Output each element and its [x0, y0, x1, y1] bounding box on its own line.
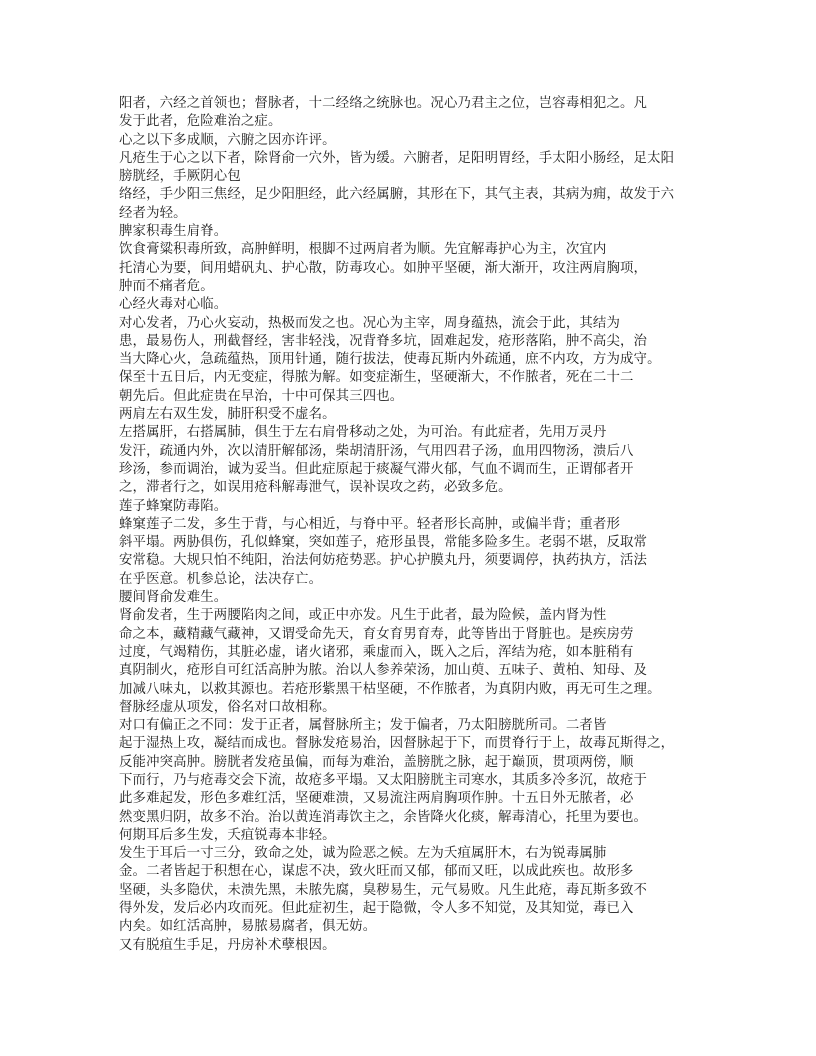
text-line: 患，最易伤人，刑截督经，害非轻浅，况背脊多坑，固难起发，疮形落陷，肿不高尖，治 — [119, 333, 648, 349]
text-line: 络经，手少阳三焦经，足少阳胆经，此六经属腑，其形在下，其气主表，其病为痈，故发于六 — [119, 187, 675, 203]
text-line: 起于湿热上攻，凝结而成也。督脉发疮易治，因督脉起于下，而贯脊行于上，故毒瓦斯得之， — [119, 736, 675, 752]
text-line: 此多难起发，形色多难红活，坚硬难溃，又易流注两肩胸项作肿。十五日外无脓者，必 — [119, 791, 634, 807]
text-line: 腰间肾俞发难生。 — [119, 590, 228, 606]
text-line: 心经火毒对心临。 — [119, 297, 228, 313]
text-line: 斜平塌。两胁俱伤，孔似蜂窠，突如莲子，疮形虽畏，常能多险多生。老弱不堪，反取常 — [119, 535, 648, 551]
text-line: 凡疮生于心之以下者，除肾俞一穴外，皆为缓。六腑者，足阳明胃经，手太阳小肠经，足太阳 — [119, 150, 675, 166]
text-line: 过度，气竭精伤，其脏必虚，诸火诸邪，乘虚而入，既入之后，浑结为疮，如本脏稍有 — [119, 644, 634, 660]
text-line: 发汗，疏通内外，次以清肝解郁汤，柴胡清肝汤，气用四君子汤，血用四物汤，溃后八 — [119, 443, 634, 459]
text-line: 发生于耳后一寸三分，致命之处，诚为险恶之候。左为夭疽属肝木，右为锐毒属肺 — [119, 846, 607, 862]
text-line: 在乎医意。机参总论，法决存亡。 — [119, 571, 323, 587]
text-line: 下而行，乃与疮毒交会下流，故疮多平塌。又太阳膀胱主司寒水，其质多冷多沉，故疮于 — [119, 772, 648, 788]
text-line: 之，滞者行之，如误用疮科解毒泄气，误补误攻之药，必致多危。 — [119, 480, 512, 496]
text-line: 内矣。如红活高肿，易脓易腐者，俱无妨。 — [119, 919, 377, 935]
text-line: 督脉经虚从项发，俗名对口故相称。 — [119, 699, 336, 715]
text-line: 对心发者，乃心火妄动，热极而发之也。况心为主宰，周身蕴热，流会于此，其结为 — [119, 315, 621, 331]
text-line: 发于此者，危险难治之症。 — [119, 114, 282, 130]
text-line: 两肩左右双生发，肺肝积受不虚名。 — [119, 407, 336, 423]
text-line: 何期耳后多生发，夭疽锐毒本非轻。 — [119, 827, 336, 843]
text-line: 加减八味丸，以救其源也。若疮形紫黑干枯坚硬，不作脓者，为真阴内败，再无可生之理。 — [119, 681, 661, 697]
text-line: 肾俞发者，生于两腰陷肉之间，或正中亦发。凡生于此者，最为险候，盖内肾为性 — [119, 608, 607, 624]
text-line: 肿而不痛者危。 — [119, 278, 214, 294]
text-line: 莲子蜂窠防毒陷。 — [119, 498, 228, 514]
text-line: 阳者，六经之首领也；督脉者，十二经络之统脉也。况心乃君主之位，岂容毒相犯之。凡 — [119, 96, 648, 111]
text-line: 珍汤，参而调治，诚为妥当。但此症原起于痰凝气滞火郁，气血不调而生，正谓郁者开 — [119, 461, 634, 477]
text-line: 保至十五日后，内无变症，得脓为解。如变症渐生，坚硬渐大，不作脓者，死在二十二 — [119, 370, 634, 386]
text-line: 脾家积毒生肩脊。 — [119, 224, 228, 240]
text-line: 心之以下多成顺，六腑之因亦许评。 — [119, 132, 336, 148]
text-line: 又有脱疽生手足，丹房补术孽根因。 — [119, 937, 336, 953]
text-line: 饮食膏粱积毒所致，高肿鲜明，根脚不过两肩者为顺。先宜解毒护心为主，次宜内 — [119, 242, 607, 258]
text-line: 安常稳。大规只怕不纯阳，治法何妨疮势恶。护心护膜丸丹，须要调停，执药执方，活法 — [119, 553, 648, 569]
text-line: 然变黑归阴，故多不治。治以黄连消毒饮主之，余皆降火化痰，解毒清心，托里为要也。 — [119, 809, 648, 825]
text-line: 膀胱经，手厥阴心包 — [119, 169, 241, 185]
text-line: 坚硬，头多隐伏，未溃先黑，未脓先腐，臭秽易生，元气易败。凡生此疮，毒瓦斯多致不 — [119, 882, 648, 898]
document-body — [119, 95, 694, 955]
text-line: 经者为轻。 — [119, 205, 187, 221]
text-line: 朝先后。但此症贵在早治，十中可保其三四也。 — [119, 388, 404, 404]
text-line: 当大降心火，急疏蕴热，顶用针通，随行拔法，使毒瓦斯内外疏通，庶不内攻，方为成守。 — [119, 352, 661, 368]
text-line: 左搭属肝，右搭属肺，俱生于左右肩骨移动之处，为可治。有此症者，先用万灵丹 — [119, 425, 607, 441]
text-line: 托清心为要，间用蜡矾丸、护心散，防毒攻心。如肿平坚硬，渐大渐开，攻注两肩胸项， — [119, 260, 648, 276]
text-line: 真阴制火，疮形自可红活高肿为脓。治以人参养荣汤，加山萸、五味子、黄柏、知母、及 — [119, 663, 648, 679]
text-line: 命之本，藏精藏气藏神，又谓受命先天，育女育男育寿，此等皆出于肾脏也。是疾房劳 — [119, 626, 634, 642]
text-line: 对口有偏正之不同：发于正者，属督脉所主；发于偏者，乃太阳膀胱所司。二者皆 — [119, 718, 607, 734]
text-line: 金。二者皆起于积想在心，谋虑不决，致火旺而又郁，郁而又旺，以成此疾也。故形多 — [119, 864, 634, 880]
text-line: 蜂窠莲子二发，多生于背，与心相近，与脊中平。轻者形长高肿，或偏半背；重者形 — [119, 516, 621, 532]
text-line: 反能冲突高肿。膀胱者发疮虽偏，而每为难治，盖膀胱之脉，起于巅顶，贯项两傍，顺 — [119, 754, 634, 770]
text-line: 得外发，发后必内攻而死。但此症初生，起于隐微，令人多不知觉，及其知觉，毒已入 — [119, 901, 634, 917]
